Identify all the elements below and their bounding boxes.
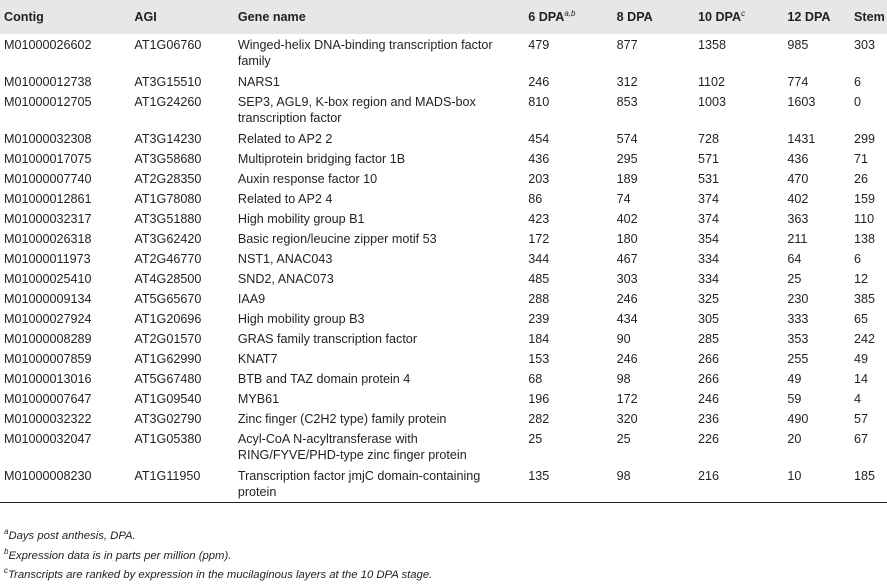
cell-12dpa: 64 [787, 252, 802, 266]
cell-contig: M01000013016 [4, 372, 92, 386]
cell-gene-name: Winged-helix DNA-binding transcription factor family [237, 38, 493, 68]
cell-agi: AT2G01570 [134, 332, 202, 346]
cell-12dpa: 211 [787, 232, 808, 246]
cell-gene-name: High mobility group B3 [237, 312, 365, 326]
cell-6dpa: 344 [528, 252, 550, 266]
cell-stem: 12 [854, 272, 869, 286]
table-body [0, 34, 887, 503]
cell-stem: 0 [854, 95, 862, 109]
cell-stem: 14 [854, 372, 869, 386]
cell-8dpa: 312 [616, 75, 638, 89]
cell-8dpa: 98 [616, 372, 631, 386]
cell-agi: AT5G65670 [134, 292, 202, 306]
cell-agi: AT1G05380 [134, 432, 202, 446]
footnote [4, 547, 432, 567]
cell-gene-name: Basic region/leucine zipper motif 53 [237, 232, 437, 246]
cell-6dpa: 423 [528, 212, 550, 226]
cell-stem: 299 [854, 132, 876, 146]
cell-6dpa: 288 [528, 292, 550, 306]
cell-6dpa: 196 [528, 392, 550, 406]
cell-6dpa: 436 [528, 152, 550, 166]
cell-8dpa: 877 [616, 38, 638, 52]
table-row [0, 71, 887, 91]
cell-agi: AT2G46770 [134, 252, 202, 266]
cell-agi: AT3G58680 [134, 152, 202, 166]
header-contig: Contig [4, 10, 44, 24]
cell-8dpa: 189 [616, 172, 638, 186]
cell-12dpa: 490 [787, 412, 809, 426]
cell-10dpa: 1003 [697, 95, 726, 109]
header-6dpa [528, 0, 616, 34]
header-10dpa-label: 10 DPA [697, 10, 742, 24]
cell-10dpa: 354 [697, 232, 719, 246]
cell-12dpa: 25 [787, 272, 802, 286]
cell-gene-name: SEP3, AGL9, K-box region and MADS-box transcription factor [237, 95, 476, 125]
header-10dpa [698, 0, 787, 34]
cell-10dpa: 531 [697, 172, 719, 186]
cell-contig: M01000017075 [4, 152, 92, 166]
cell-8dpa: 303 [616, 272, 638, 286]
cell-6dpa: 479 [528, 38, 550, 52]
cell-6dpa: 239 [528, 312, 550, 326]
cell-8dpa: 172 [616, 392, 638, 406]
footnote-text: Transcripts are ranked by expression in the mucilaginous layers at the 10 DPA stage. [8, 569, 433, 581]
cell-6dpa: 454 [528, 132, 550, 146]
cell-agi: AT1G11950 [134, 465, 237, 503]
cell-contig: M01000026602 [4, 38, 92, 52]
cell-8dpa: 180 [616, 232, 638, 246]
cell-stem: 26 [854, 172, 869, 186]
cell-gene-name: High mobility group B1 [237, 212, 365, 226]
cell-12dpa: 774 [787, 75, 809, 89]
cell-12dpa: 402 [787, 192, 809, 206]
cell-10dpa: 1102 [697, 75, 726, 89]
cell-gene-name: BTB and TAZ domain protein 4 [237, 372, 411, 386]
cell-gene-name: GRAS family transcription factor [237, 332, 418, 346]
cell-6dpa: 203 [528, 172, 550, 186]
cell-10dpa: 728 [697, 132, 719, 146]
cell-8dpa: 574 [616, 132, 638, 146]
cell-6dpa: 25 [528, 432, 543, 446]
cell-agi: AT1G20696 [134, 312, 202, 326]
table-row [0, 408, 887, 428]
cell-8dpa: 25 [616, 432, 631, 446]
cell-12dpa: 59 [787, 392, 802, 406]
footnote-text: Expression data is in parts per million (ppm). [8, 549, 232, 562]
cell-stem: 385 [854, 292, 876, 306]
header-agi: AGI [134, 10, 157, 24]
cell-12dpa: 470 [787, 172, 809, 186]
cell-contig: M01000025410 [4, 272, 92, 286]
header-gene-name: Gene name [237, 10, 306, 24]
cell-8dpa: 853 [616, 95, 638, 109]
cell-agi: AT2G28350 [134, 172, 202, 186]
cell-contig: M01000008230 [0, 465, 134, 503]
cell-gene-name: SND2, ANAC073 [237, 272, 334, 286]
cell-12dpa: 436 [787, 152, 809, 166]
cell-agi: AT1G24260 [134, 95, 202, 109]
header-12dpa: 12 DPA [787, 10, 831, 24]
table-row [0, 34, 887, 71]
cell-gene-name: Transcription factor jmjC domain-containing protein [238, 465, 528, 503]
cell-stem: 49 [854, 352, 869, 366]
cell-10dpa: 334 [697, 252, 719, 266]
cell-gene-name: Auxin response factor 10 [237, 172, 378, 186]
table-row [0, 388, 887, 408]
cell-gene-name: Zinc finger (C2H2 type) family protein [237, 412, 447, 426]
cell-8dpa: 246 [616, 292, 638, 306]
header-6dpa-label: 6 DPA [528, 10, 565, 24]
cell-10dpa: 325 [697, 292, 719, 306]
cell-gene-name: Related to AP2 4 [237, 192, 333, 206]
cell-contig: M01000027924 [4, 312, 92, 326]
cell-8dpa: 246 [616, 352, 638, 366]
cell-10dpa: 226 [697, 432, 719, 446]
cell-12dpa: 230 [787, 292, 809, 306]
cell-contig: M01000012705 [4, 95, 92, 109]
table-row [0, 288, 887, 308]
cell-6dpa: 485 [528, 272, 550, 286]
cell-stem: 71 [854, 152, 869, 166]
cell-stem: 242 [854, 332, 876, 346]
cell-agi: AT3G62420 [134, 232, 202, 246]
cell-8dpa: 434 [616, 312, 638, 326]
table-row [0, 188, 887, 208]
cell-gene-name: Related to AP2 2 [237, 132, 333, 146]
cell-contig: M01000032308 [4, 132, 92, 146]
table-row [0, 268, 887, 288]
cell-contig: M01000012738 [4, 75, 92, 89]
header-stem: Stem [854, 10, 885, 24]
table-row [0, 328, 887, 348]
cell-contig: M01000012861 [4, 192, 92, 206]
footnote-mark: c [4, 566, 8, 575]
cell-gene-name: IAA9 [237, 292, 266, 306]
cell-contig: M01000032317 [4, 212, 92, 226]
cell-6dpa: 810 [528, 95, 550, 109]
table-row [0, 465, 887, 503]
cell-12dpa: 333 [787, 312, 809, 326]
table-row [0, 348, 887, 368]
cell-10dpa: 305 [697, 312, 719, 326]
header-8dpa: 8 DPA [616, 10, 653, 24]
cell-12dpa: 255 [787, 352, 809, 366]
cell-6dpa: 86 [528, 192, 543, 206]
cell-contig: M01000007859 [4, 352, 92, 366]
cell-12dpa: 20 [787, 432, 802, 446]
cell-stem: 4 [854, 392, 862, 406]
cell-10dpa: 374 [697, 192, 719, 206]
cell-stem: 159 [854, 192, 876, 206]
cell-6dpa: 135 [528, 465, 616, 503]
table-row [0, 248, 887, 268]
cell-10dpa: 1358 [697, 38, 726, 52]
cell-agi: AT1G09540 [134, 392, 202, 406]
cell-agi: AT3G15510 [134, 75, 202, 89]
cell-12dpa: 49 [787, 372, 802, 386]
cell-10dpa: 246 [697, 392, 719, 406]
header-6dpa-footnote-mark: a,b [564, 9, 576, 18]
cell-6dpa: 172 [528, 232, 550, 246]
cell-stem: 185 [854, 465, 887, 503]
cell-contig: M01000032322 [4, 412, 92, 426]
footnote [4, 566, 432, 586]
cell-stem: 65 [854, 312, 869, 326]
cell-agi: AT1G78080 [134, 192, 202, 206]
cell-10dpa: 285 [697, 332, 719, 346]
table-row [0, 168, 887, 188]
cell-stem: 138 [854, 232, 876, 246]
cell-contig: M01000032047 [4, 432, 92, 446]
cell-agi: AT3G14230 [134, 132, 202, 146]
cell-contig: M01000008289 [4, 332, 92, 346]
cell-agi: AT1G06760 [134, 38, 202, 52]
cell-gene-name: KNAT7 [237, 352, 278, 366]
cell-8dpa: 467 [616, 252, 638, 266]
footnote-mark: b [4, 546, 9, 556]
cell-10dpa: 236 [697, 412, 719, 426]
cell-12dpa: 1431 [787, 132, 816, 146]
footnote-text: Days post anthesis, DPA. [8, 530, 136, 542]
table-row [0, 228, 887, 248]
cell-10dpa: 571 [697, 152, 719, 166]
cell-stem: 57 [854, 412, 869, 426]
cell-contig: M01000011973 [4, 252, 91, 266]
cell-6dpa: 282 [528, 412, 550, 426]
table-header [0, 0, 887, 34]
cell-8dpa: 320 [616, 412, 638, 426]
cell-contig: M01000026318 [4, 232, 92, 246]
cell-6dpa: 153 [528, 352, 550, 366]
cell-8dpa: 74 [616, 192, 631, 206]
cell-10dpa: 266 [697, 372, 719, 386]
cell-stem: 6 [854, 252, 862, 266]
cell-6dpa: 68 [528, 372, 543, 386]
table-footnotes [4, 527, 432, 586]
header-row [0, 0, 887, 34]
cell-12dpa: 10 [787, 465, 854, 503]
cell-gene-name: Multiprotein bridging factor 1B [237, 152, 406, 166]
cell-gene-name: MYB61 [237, 392, 280, 406]
cell-agi: AT5G67480 [134, 372, 202, 386]
cell-10dpa: 374 [697, 212, 719, 226]
cell-8dpa: 295 [616, 152, 638, 166]
cell-8dpa: 90 [616, 332, 631, 346]
cell-contig: M01000009134 [4, 292, 92, 306]
cell-12dpa: 985 [787, 38, 809, 52]
cell-gene-name: Acyl-CoA N-acyltransferase with RING/FYVE/PHD-type zinc finger protein [237, 432, 467, 462]
cell-6dpa: 246 [528, 75, 550, 89]
cell-stem: 6 [854, 75, 862, 89]
table-row [0, 428, 887, 465]
cell-gene-name: NST1, ANAC043 [237, 252, 333, 266]
cell-contig: M01000007647 [4, 392, 92, 406]
cell-stem: 303 [854, 38, 876, 52]
table-row [0, 208, 887, 228]
cell-10dpa: 266 [697, 352, 719, 366]
table-row [0, 308, 887, 328]
table-row [0, 128, 887, 148]
header-10dpa-footnote-mark: c [741, 9, 746, 18]
cell-agi: AT4G28500 [134, 272, 202, 286]
cell-stem: 67 [854, 432, 869, 446]
cell-gene-name: NARS1 [237, 75, 280, 89]
cell-10dpa: 334 [697, 272, 719, 286]
cell-12dpa: 1603 [787, 95, 816, 109]
table-row [0, 368, 887, 388]
cell-agi: AT1G62990 [134, 352, 202, 366]
cell-stem: 110 [854, 212, 875, 226]
cell-6dpa: 184 [528, 332, 550, 346]
cell-10dpa: 216 [698, 465, 787, 503]
cell-12dpa: 353 [787, 332, 809, 346]
table-row [0, 148, 887, 168]
footnote-mark: a [4, 527, 9, 536]
cell-12dpa: 363 [787, 212, 809, 226]
cell-8dpa: 98 [617, 465, 698, 503]
footnote [4, 527, 432, 547]
cell-contig: M01000007740 [4, 172, 92, 186]
table-row [0, 91, 887, 128]
cell-agi: AT3G51880 [134, 212, 202, 226]
cell-8dpa: 402 [616, 212, 638, 226]
cell-agi: AT3G02790 [134, 412, 202, 426]
